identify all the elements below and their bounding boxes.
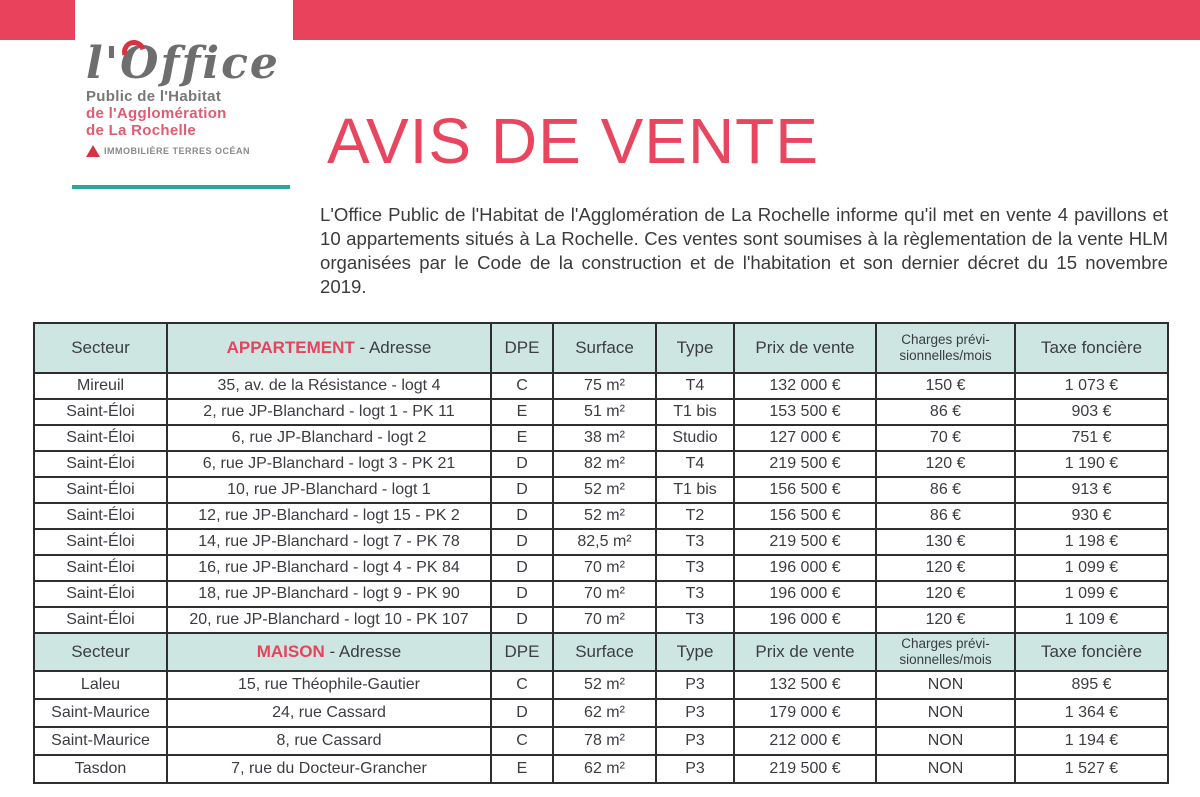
cell-prix: 156 500 €: [734, 503, 876, 529]
cell-adresse: 14, rue JP-Blanchard - logt 7 - PK 78: [167, 529, 491, 555]
cell-surface: 70 m²: [553, 581, 656, 607]
cell-type: T3: [656, 581, 734, 607]
cell-charges: 120 €: [876, 451, 1015, 477]
cell-surface: 82 m²: [553, 451, 656, 477]
cell-charges: NON: [876, 755, 1015, 783]
cell-taxe: 1 364 €: [1015, 699, 1168, 727]
cell-charges: 150 €: [876, 373, 1015, 399]
cell-secteur: Saint-Éloi: [34, 555, 167, 581]
cell-secteur: Saint-Éloi: [34, 477, 167, 503]
header-prix: Prix de vente: [734, 323, 876, 373]
table-row: [34, 451, 1168, 477]
cell-type: T3: [656, 607, 734, 633]
logo-underline-rule: [72, 185, 290, 189]
top-left-accent-bar: [0, 0, 75, 40]
cell-surface: 70 m²: [553, 555, 656, 581]
table-row: [34, 727, 1168, 755]
cell-dpe: C: [491, 671, 553, 699]
cell-secteur: Saint-Éloi: [34, 607, 167, 633]
cell-dpe: C: [491, 373, 553, 399]
header-charges: Charges prévi- sionnelles/mois: [876, 633, 1015, 671]
header-secteur: Secteur: [34, 323, 167, 373]
cell-adresse: 16, rue JP-Blanchard - logt 4 - PK 84: [167, 555, 491, 581]
cell-adresse: 18, rue JP-Blanchard - logt 9 - PK 90: [167, 581, 491, 607]
logo-wordmark-text: l'Office: [86, 38, 280, 89]
cell-surface: 82,5 m²: [553, 529, 656, 555]
table-row: [34, 581, 1168, 607]
cell-charges: 86 €: [876, 399, 1015, 425]
cell-prix: 219 500 €: [734, 529, 876, 555]
cell-charges: 86 €: [876, 503, 1015, 529]
cell-secteur: Saint-Éloi: [34, 399, 167, 425]
cell-adresse: 24, rue Cassard: [167, 699, 491, 727]
cell-type: T3: [656, 555, 734, 581]
cell-taxe: 751 €: [1015, 425, 1168, 451]
cell-taxe: 1 527 €: [1015, 755, 1168, 783]
cell-secteur: Saint-Éloi: [34, 529, 167, 555]
cell-type: T1 bis: [656, 399, 734, 425]
cell-surface: 70 m²: [553, 607, 656, 633]
header-type: Type: [656, 633, 734, 671]
table-section-header-row: [34, 323, 1168, 373]
cell-secteur: Saint-Maurice: [34, 727, 167, 755]
table-row: [34, 529, 1168, 555]
cell-adresse: 20, rue JP-Blanchard - logt 10 - PK 107: [167, 607, 491, 633]
triangle-icon: [86, 145, 100, 157]
cell-charges: NON: [876, 727, 1015, 755]
cell-adresse: 2, rue JP-Blanchard - logt 1 - PK 11: [167, 399, 491, 425]
cell-surface: 62 m²: [553, 755, 656, 783]
intro-paragraph: L'Office Public de l'Habitat de l'Agglomération de La Rochelle informe qu'il met en vente 4 pavillons et 10 appartements situés à La Rochelle. Ces ventes sont soumises à la règlementation de la vente HLM organisées par le Code de la construction et de l'habitation et son dernier décret du 15 novembre 2019.: [320, 204, 1168, 297]
cell-prix: 156 500 €: [734, 477, 876, 503]
cell-adresse: 6, rue JP-Blanchard - logt 3 - PK 21: [167, 451, 491, 477]
cell-dpe: D: [491, 607, 553, 633]
cell-taxe: 1 073 €: [1015, 373, 1168, 399]
header-secteur: Secteur: [34, 633, 167, 671]
cell-secteur: Tasdon: [34, 755, 167, 783]
cell-charges: 120 €: [876, 555, 1015, 581]
table-section-header-row: [34, 633, 1168, 671]
cell-secteur: Laleu: [34, 671, 167, 699]
header-dpe: DPE: [491, 323, 553, 373]
cell-adresse: 12, rue JP-Blanchard - logt 15 - PK 2: [167, 503, 491, 529]
cell-surface: 78 m²: [553, 727, 656, 755]
cell-taxe: 903 €: [1015, 399, 1168, 425]
cell-dpe: D: [491, 503, 553, 529]
cell-surface: 75 m²: [553, 373, 656, 399]
header-surface: Surface: [553, 633, 656, 671]
header-taxe: Taxe foncière: [1015, 323, 1168, 373]
table-row: [34, 425, 1168, 451]
header-dpe: DPE: [491, 633, 553, 671]
cell-secteur: Saint-Éloi: [34, 503, 167, 529]
table-row: [34, 373, 1168, 399]
cell-adresse: 35, av. de la Résistance - logt 4: [167, 373, 491, 399]
cell-type: T4: [656, 373, 734, 399]
cell-dpe: C: [491, 727, 553, 755]
cell-taxe: 1 190 €: [1015, 451, 1168, 477]
cell-dpe: E: [491, 425, 553, 451]
header-prix: Prix de vente: [734, 633, 876, 671]
header-category-adresse: APPARTEMENT - Adresse: [167, 323, 491, 373]
cell-taxe: 1 099 €: [1015, 555, 1168, 581]
category-label: MAISON: [256, 642, 325, 661]
table-row: [34, 399, 1168, 425]
cell-taxe: 1 194 €: [1015, 727, 1168, 755]
table-row: [34, 477, 1168, 503]
table-row: [34, 755, 1168, 783]
cell-taxe: 1 198 €: [1015, 529, 1168, 555]
cell-surface: 51 m²: [553, 399, 656, 425]
cell-charges: 70 €: [876, 425, 1015, 451]
cell-charges: 130 €: [876, 529, 1015, 555]
cell-type: T1 bis: [656, 477, 734, 503]
cell-dpe: D: [491, 451, 553, 477]
cell-surface: 52 m²: [553, 671, 656, 699]
cell-prix: 132 500 €: [734, 671, 876, 699]
table-row: [34, 503, 1168, 529]
top-accent-bar: [293, 0, 1200, 40]
cell-prix: 153 500 €: [734, 399, 876, 425]
cell-secteur: Saint-Éloi: [34, 581, 167, 607]
cell-type: P3: [656, 699, 734, 727]
header-type: Type: [656, 323, 734, 373]
sales-table: [33, 322, 1169, 784]
cell-secteur: Mireuil: [34, 373, 167, 399]
cell-type: P3: [656, 671, 734, 699]
cell-prix: 196 000 €: [734, 555, 876, 581]
header-taxe: Taxe foncière: [1015, 633, 1168, 671]
cell-adresse: 7, rue du Docteur-Grancher: [167, 755, 491, 783]
cell-prix: 196 000 €: [734, 607, 876, 633]
logo-line-1: Public de l'Habitat: [86, 88, 222, 106]
cell-type: T2: [656, 503, 734, 529]
cell-secteur: Saint-Éloi: [34, 425, 167, 451]
cell-taxe: 1 109 €: [1015, 607, 1168, 633]
cell-adresse: 6, rue JP-Blanchard - logt 2: [167, 425, 491, 451]
page-title: AVIS DE VENTE: [327, 105, 819, 177]
cell-dpe: D: [491, 581, 553, 607]
cell-dpe: D: [491, 477, 553, 503]
cell-prix: 127 000 €: [734, 425, 876, 451]
cell-surface: 52 m²: [553, 477, 656, 503]
cell-surface: 38 m²: [553, 425, 656, 451]
cell-taxe: 1 099 €: [1015, 581, 1168, 607]
table-row: [34, 699, 1168, 727]
cell-type: T4: [656, 451, 734, 477]
cell-type: T3: [656, 529, 734, 555]
cell-type: P3: [656, 755, 734, 783]
logo-tagline: [86, 145, 296, 157]
cell-taxe: 895 €: [1015, 671, 1168, 699]
cell-taxe: 913 €: [1015, 477, 1168, 503]
cell-dpe: D: [491, 555, 553, 581]
cell-secteur: Saint-Maurice: [34, 699, 167, 727]
cell-adresse: 10, rue JP-Blanchard - logt 1: [167, 477, 491, 503]
cell-charges: 120 €: [876, 581, 1015, 607]
logo-tagline-text: IMMOBILIÈRE TERRES OCÉAN: [104, 146, 251, 157]
cell-prix: 179 000 €: [734, 699, 876, 727]
cell-surface: 62 m²: [553, 699, 656, 727]
table-row: [34, 671, 1168, 699]
logo-wordmark: [86, 40, 296, 88]
cell-surface: 52 m²: [553, 503, 656, 529]
logo-line-3: de La Rochelle: [86, 122, 197, 140]
cell-prix: 196 000 €: [734, 581, 876, 607]
cell-taxe: 930 €: [1015, 503, 1168, 529]
logo-line-2: de l'Agglomération: [86, 105, 227, 123]
header-surface: Surface: [553, 323, 656, 373]
cell-prix: 219 500 €: [734, 451, 876, 477]
cell-secteur: Saint-Éloi: [34, 451, 167, 477]
cell-charges: NON: [876, 699, 1015, 727]
cell-prix: 219 500 €: [734, 755, 876, 783]
cell-dpe: E: [491, 399, 553, 425]
category-label: APPARTEMENT: [226, 338, 355, 357]
office-logo: [86, 40, 296, 157]
cell-adresse: 15, rue Théophile-Gautier: [167, 671, 491, 699]
cell-charges: 120 €: [876, 607, 1015, 633]
cell-charges: 86 €: [876, 477, 1015, 503]
cell-dpe: E: [491, 755, 553, 783]
header-category-adresse: MAISON - Adresse: [167, 633, 491, 671]
cell-prix: 132 000 €: [734, 373, 876, 399]
cell-dpe: D: [491, 529, 553, 555]
cell-dpe: D: [491, 699, 553, 727]
table-row: [34, 607, 1168, 633]
cell-adresse: 8, rue Cassard: [167, 727, 491, 755]
cell-type: Studio: [656, 425, 734, 451]
table-row: [34, 555, 1168, 581]
cell-prix: 212 000 €: [734, 727, 876, 755]
header-charges: Charges prévi- sionnelles/mois: [876, 323, 1015, 373]
cell-charges: NON: [876, 671, 1015, 699]
cell-type: P3: [656, 727, 734, 755]
